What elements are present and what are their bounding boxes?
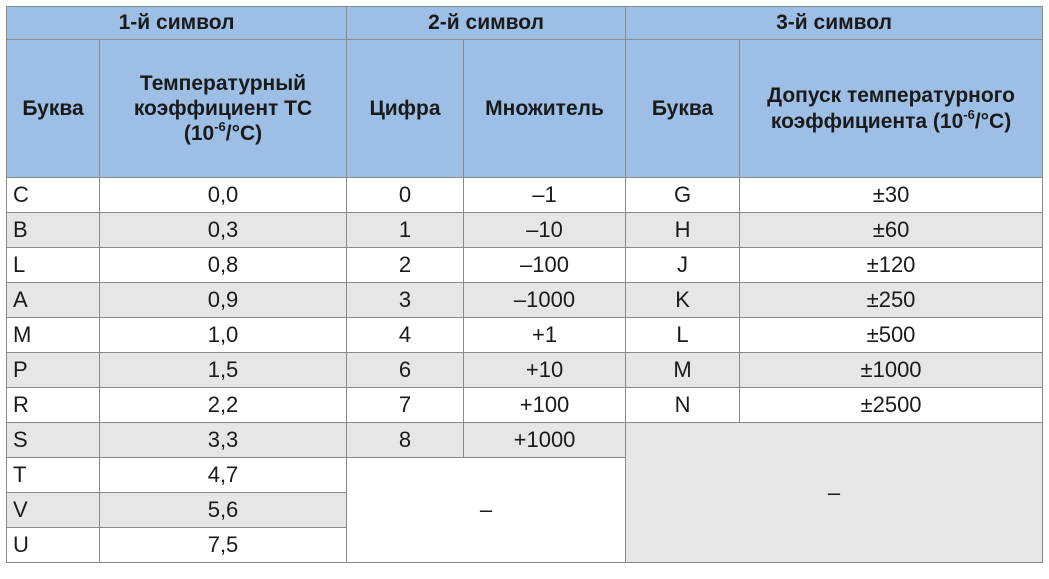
tc-cell: 1,0: [100, 318, 347, 353]
tc-cell: 1,5: [100, 353, 347, 388]
letter-1-cell: L: [7, 248, 100, 283]
letter-3-cell: L: [626, 318, 740, 353]
tolerance-cell: ±250: [740, 283, 1043, 318]
tolerance-cell: ±2500: [740, 388, 1043, 423]
tc-cell: 3,3: [100, 423, 347, 458]
tc-cell: 2,2: [100, 388, 347, 423]
column-header-multiplier: Множитель: [464, 40, 626, 178]
table-row: [7, 423, 1043, 458]
tolerance-cell: ±1000: [740, 353, 1043, 388]
table-row: [7, 283, 1043, 318]
column-header-tolerance: [740, 40, 1043, 178]
digit-cell: 8: [347, 423, 464, 458]
letter-1-cell: M: [7, 318, 100, 353]
digit-cell: 1: [347, 213, 464, 248]
multiplier-cell: –100: [464, 248, 626, 283]
ceramic-capacitor-tc-code-table: [6, 6, 1043, 563]
empty-symbol-3-cell: –: [626, 423, 1043, 563]
table-row: [7, 248, 1043, 283]
letter-3-cell: G: [626, 178, 740, 213]
tc-cell: 5,6: [100, 493, 347, 528]
letter-1-cell: P: [7, 353, 100, 388]
tc-cell: 0,0: [100, 178, 347, 213]
multiplier-cell: –1: [464, 178, 626, 213]
letter-3-cell: H: [626, 213, 740, 248]
multiplier-cell: –10: [464, 213, 626, 248]
tolerance-cell: ±500: [740, 318, 1043, 353]
table-row: [7, 213, 1043, 248]
digit-cell: 7: [347, 388, 464, 423]
column-header-tolerance-unit: $(10^{-6}/^\circ C)$: [932, 106, 1012, 133]
letter-3-cell: J: [626, 248, 740, 283]
letter-1-cell: U: [7, 528, 100, 563]
letter-3-cell: K: [626, 283, 740, 318]
letter-3-cell: M: [626, 353, 740, 388]
digit-cell: 0: [347, 178, 464, 213]
column-header-tc: [100, 40, 347, 178]
column-header-tolerance-text: Допуск температурного коэффициента: [767, 84, 1015, 133]
letter-1-cell: R: [7, 388, 100, 423]
letter-1-cell: V: [7, 493, 100, 528]
group-header-symbol-1: 1-й символ: [7, 7, 347, 40]
multiplier-cell: –1000: [464, 283, 626, 318]
multiplier-cell: +1000: [464, 423, 626, 458]
tc-cell: 0,9: [100, 283, 347, 318]
table-row: [7, 178, 1043, 213]
column-header-digit: Цифра: [347, 40, 464, 178]
table-row: [7, 388, 1043, 423]
group-header-symbol-3: 3-й символ: [626, 7, 1043, 40]
column-header-letter-1: Буква: [7, 40, 100, 178]
tc-cell: 0,3: [100, 213, 347, 248]
digit-cell: 2: [347, 248, 464, 283]
column-header-tc-text: Температурный коэффициент ТС: [133, 71, 313, 120]
tolerance-cell: ±30: [740, 178, 1043, 213]
column-header-row: [7, 40, 1043, 178]
digit-cell: 6: [347, 353, 464, 388]
letter-1-cell: B: [7, 213, 100, 248]
letter-1-cell: T: [7, 458, 100, 493]
digit-cell: 4: [347, 318, 464, 353]
table-row: [7, 353, 1043, 388]
digit-cell: 3: [347, 283, 464, 318]
letter-1-cell: A: [7, 283, 100, 318]
multiplier-cell: +10: [464, 353, 626, 388]
multiplier-cell: +100: [464, 388, 626, 423]
tolerance-cell: ±120: [740, 248, 1043, 283]
empty-symbol-2-cell: –: [347, 458, 626, 563]
letter-1-cell: C: [7, 178, 100, 213]
tc-cell: 7,5: [100, 528, 347, 563]
tc-cell: 4,7: [100, 458, 347, 493]
column-header-tc-unit: $(10^{-6}/^\circ C)$: [183, 119, 263, 146]
letter-3-cell: N: [626, 388, 740, 423]
group-header-symbol-2: 2-й символ: [347, 7, 626, 40]
table-row: [7, 318, 1043, 353]
multiplier-cell: +1: [464, 318, 626, 353]
letter-1-cell: S: [7, 423, 100, 458]
tolerance-cell: ±60: [740, 213, 1043, 248]
tc-cell: 0,8: [100, 248, 347, 283]
column-header-letter-3: Буква: [626, 40, 740, 178]
group-header-row: [7, 7, 1043, 40]
